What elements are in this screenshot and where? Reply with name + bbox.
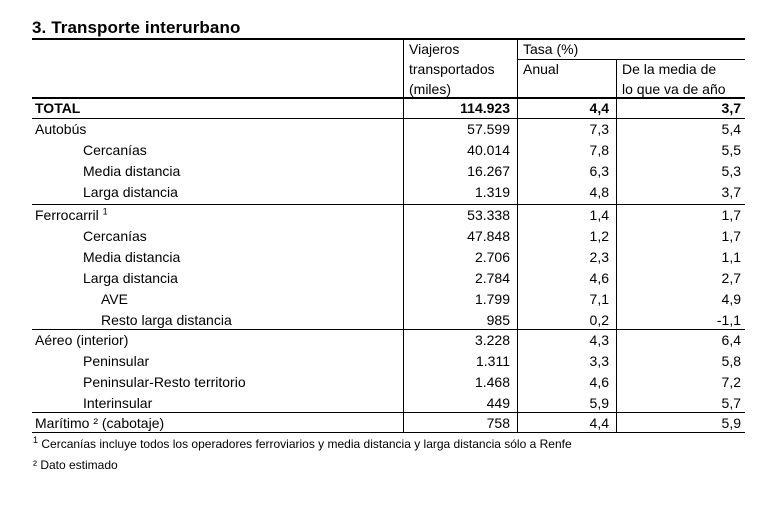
row-label: Interinsular [83, 395, 153, 411]
row-viajeros: 1.468 [474, 374, 510, 390]
row-anual: 7,3 [589, 121, 609, 137]
row-anual: 7,1 [589, 291, 609, 307]
row-media: 4,9 [721, 291, 741, 307]
row-viajeros: 1.319 [474, 184, 510, 200]
row-anual: 5,9 [589, 395, 609, 411]
row-media: 5,9 [721, 415, 741, 431]
row-media: 5,7 [721, 395, 741, 411]
row-label: Resto larga distancia [101, 312, 232, 328]
row-viajeros: 2.706 [474, 249, 510, 265]
row-label: Ferrocarril [35, 207, 99, 223]
row-label: Media distancia [83, 249, 181, 265]
row-media: 3,7 [721, 184, 741, 200]
row-anual: 1,2 [589, 228, 609, 244]
row-viajeros: 57.599 [467, 121, 510, 137]
row-label: Larga distancia [83, 270, 178, 286]
row-anual: 4,4 [589, 415, 609, 431]
footnote-2: ² Dato estimado [33, 458, 118, 472]
row-anual: 4,8 [589, 184, 609, 200]
row-viajeros: 47.848 [467, 228, 510, 244]
row-anual: 1,4 [589, 207, 609, 223]
row-label-group [35, 206, 108, 224]
row-anual: 7,8 [589, 142, 609, 158]
group-rule-aereo [32, 329, 745, 330]
header-media-2: lo que va de año [622, 81, 726, 97]
footnote-ref: 1 [102, 206, 108, 217]
row-viajeros: 40.014 [467, 142, 510, 158]
row-anual: 4,6 [589, 270, 609, 286]
header-top-rule [32, 38, 745, 40]
row-anual: 0,2 [589, 312, 609, 328]
header-anual: Anual [523, 61, 559, 77]
footnote-1 [33, 437, 572, 452]
footnote-1-marker: 1 [33, 435, 39, 445]
header-viajeros-3: (miles) [409, 81, 451, 97]
row-anual: 4,6 [589, 374, 609, 390]
row-label: Marítimo ² (cabotaje) [35, 415, 165, 431]
row-label: Cercanías [83, 142, 147, 158]
row-anual: 2,3 [589, 249, 609, 265]
group-rule-maritimo [32, 412, 745, 413]
group-rule-ferrocarril [32, 204, 745, 205]
header-viajeros-2: transportados [409, 61, 495, 77]
row-label: AVE [101, 291, 128, 307]
row-label: Cercanías [83, 228, 147, 244]
row-media: 6,4 [721, 332, 741, 348]
row-media: -1,1 [716, 312, 741, 328]
row-media: 5,5 [721, 142, 741, 158]
row-media: 1,7 [721, 228, 741, 244]
total-media: 3,7 [721, 100, 741, 116]
row-viajeros: 53.338 [467, 207, 510, 223]
total-label: TOTAL [35, 100, 81, 116]
row-viajeros: 758 [486, 415, 510, 431]
table-title: 3. Transporte interurbano [32, 18, 241, 37]
row-label: Aéreo (interior) [35, 332, 129, 348]
row-label: Peninsular-Resto territorio [83, 374, 246, 390]
row-anual: 3,3 [589, 353, 609, 369]
total-anual: 4,4 [589, 100, 609, 116]
row-media: 1,1 [721, 249, 741, 265]
row-viajeros: 449 [486, 395, 510, 411]
row-media: 1,7 [721, 207, 741, 223]
total-bottom-rule [32, 118, 745, 119]
row-viajeros: 16.267 [467, 163, 510, 179]
total-viajeros: 114.923 [460, 100, 510, 116]
row-viajeros: 3.228 [474, 332, 510, 348]
row-label: Media distancia [83, 163, 181, 179]
row-label: Larga distancia [83, 184, 178, 200]
row-viajeros: 2.784 [474, 270, 510, 286]
row-media: 5,3 [721, 163, 741, 179]
row-media: 5,4 [721, 121, 741, 137]
row-media: 2,7 [721, 270, 741, 286]
row-anual: 6,3 [589, 163, 609, 179]
row-viajeros: 1.799 [474, 291, 510, 307]
header-tasa: Tasa (%) [523, 41, 579, 57]
footnote-1-text: Cercanías incluye todos los operadores ferroviarios y media distancia y larga distancia sólo a Renfe [41, 437, 572, 451]
header-viajeros-1: Viajeros [409, 41, 460, 57]
row-media: 5,8 [721, 353, 741, 369]
table-bottom-rule [32, 432, 745, 433]
row-viajeros: 985 [486, 312, 510, 328]
row-viajeros: 1.311 [476, 353, 510, 369]
row-label: Autobús [35, 121, 87, 137]
row-label: Peninsular [83, 353, 150, 369]
row-media: 7,2 [721, 374, 741, 390]
header-media-1: De la media de [622, 61, 717, 77]
row-anual: 4,3 [589, 332, 609, 348]
